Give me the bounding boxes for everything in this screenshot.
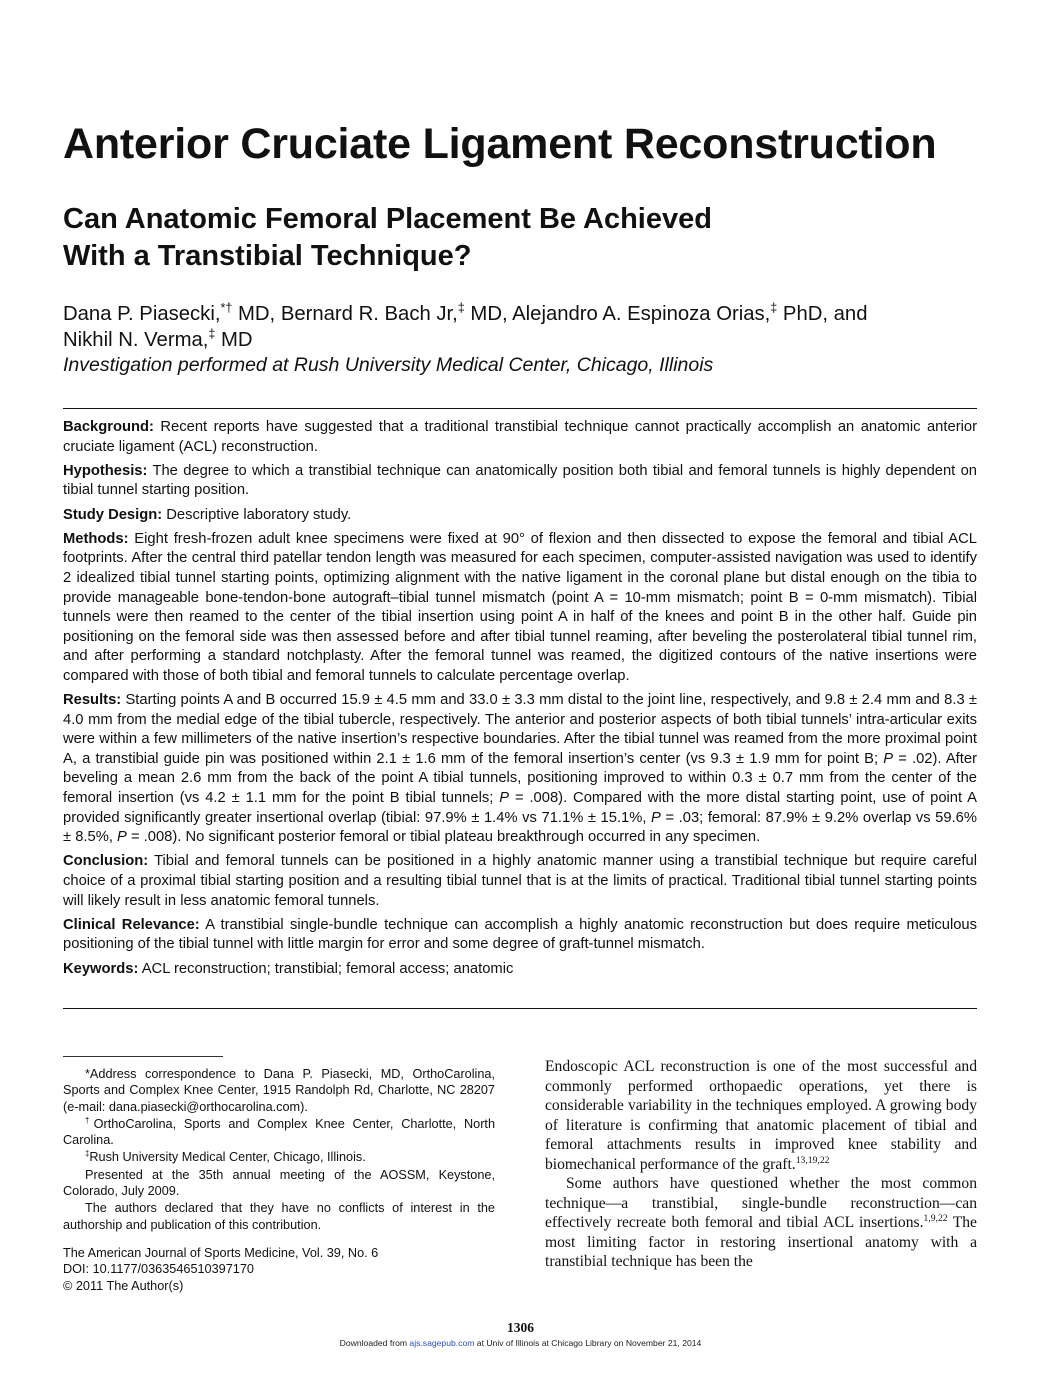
citation-refs: 1,9,22 bbox=[923, 1212, 948, 1224]
download-notice bbox=[0, 1338, 1041, 1348]
paragraph-text: Endoscopic ACL reconstruction is one of the most successful and commonly performed orthopaedic operations, yet there is considerable variability in the techniques employed. A growing body of literature is confirming that anatomic placement of tibial and femoral attachments results in improved knee stability and biomechanical performance of the graft. bbox=[545, 1058, 977, 1173]
footnotes bbox=[63, 1066, 495, 1234]
footnote-rule bbox=[63, 1056, 223, 1057]
footnote-affiliation-2 bbox=[63, 1149, 495, 1165]
footnote-affiliation-1 bbox=[63, 1116, 495, 1149]
author-degree: MD, bbox=[464, 303, 513, 325]
abstract-study-design bbox=[63, 506, 977, 526]
download-link[interactable]: ajs.sagepub.com bbox=[409, 1338, 475, 1348]
author-affiliation-mark: ‡ bbox=[457, 301, 465, 316]
footnote-mark: ‡ bbox=[85, 1149, 90, 1159]
section-text: = .03; femoral: 87.9% ± 9.2% overlap vs 59.6% ± 8.5%, bbox=[63, 809, 977, 846]
author-degree: MD, bbox=[232, 303, 281, 325]
section-text: = .008). Compared with the more distal starting point, use of point A provided significantly greater insertional overlap (tibial: 97.9% ± 1.4% vs 71.1% ± 15.1%, bbox=[63, 790, 978, 826]
section-text: ACL reconstruction; transtibial; femoral access; anatomic bbox=[138, 960, 514, 977]
author-list bbox=[63, 301, 978, 353]
section-text: A transtibial single-bundle technique can accomplish a highly anatomic reconstruction but does require meticulous positioning of the tibial tunnel with little margin for error and some degree of graft-tunnel mismatch. bbox=[63, 916, 978, 953]
section-text: Eight fresh-frozen adult knee specimens were fixed at 90° of flexion and then dissected to expose the femoral and tibial ACL footprints. After the central third patellar tendon length was measured for each specimen, computer-assisted navigation was used to identify 2 idealized tibial tunnel starting points, optimizing alignment with the native ligament in the coronal plane but distal enough on the tibia to provide manageable bone-tendon-bone autograft–tibial tunnel mismatch (point A = 10-mm mismatch; point B = 0-mm mismatch). Tibial tunnels were then reamed to the center of the tibial insertion using point A in half of the knees and point B in the other half. Guide pin positioning on the femoral side was then assessed before and after tibial tunnel reaming, after beveling the posterolateral tibial tunnel rim, and after performing a standard notchplasty. After the femoral tunnel was reamed, the digitized contours of the native insertions were compared with those of both tibial and femoral tunnels to calculate percentage overlap. bbox=[63, 530, 977, 684]
p-value-symbol: P bbox=[651, 809, 661, 826]
section-text: = .02). After beveling a mean 2.6 mm from the back of the point A tibial tunnels, positioning improved to within 0.3 ± 0.7 mm from the center of the femoral insertion (vs 4.2 ± 1.1 mm for the point B tibial tunnels; bbox=[63, 750, 977, 807]
abstract-bottom-rule bbox=[63, 1008, 977, 1009]
download-suffix: at Univ of Illinois at Chicago Library on November 21, 2014 bbox=[474, 1338, 702, 1348]
footnote-presentation: Presented at the 35th annual meeting of the AOSSM, Keystone, Colorado, July 2009. bbox=[63, 1167, 495, 1199]
abstract-top-rule bbox=[63, 408, 977, 409]
section-heading: Hypothesis: bbox=[63, 462, 148, 479]
footnote-text: Rush University Medical Center, Chicago, Illinois. bbox=[89, 1150, 366, 1165]
footnote-mark: † bbox=[85, 1115, 94, 1125]
section-text: The degree to which a transtibial technique can anatomically position both tibial and femoral tunnels is highly dependent on tibial tunnel starting position. bbox=[63, 462, 977, 499]
footnote-text: OrthoCarolina, Sports and Complex Knee Center, Charlotte, North Carolina. bbox=[63, 1116, 495, 1148]
article-title: Anterior Cruciate Ligament Reconstruction bbox=[63, 120, 937, 168]
p-value-symbol: P bbox=[883, 750, 894, 767]
section-heading: Background: bbox=[63, 419, 154, 435]
abstract bbox=[63, 418, 977, 984]
author-degree: MD bbox=[215, 329, 253, 351]
section-heading: Study Design: bbox=[63, 506, 163, 523]
section-text: Recent reports have suggested that a traditional transtibial technique cannot practically accomplish an anatomic anterior cruciate ligament (ACL) reconstruction. bbox=[63, 419, 977, 455]
section-heading: Conclusion: bbox=[63, 853, 149, 870]
p-value-symbol: P bbox=[499, 790, 510, 807]
author-degree: PhD, and bbox=[777, 303, 868, 325]
journal-doi: DOI: 10.1177/0363546510397170 bbox=[63, 1262, 254, 1277]
body-text-column bbox=[545, 1057, 977, 1272]
abstract-conclusion bbox=[63, 852, 977, 911]
author-name: Dana P. Piasecki, bbox=[63, 303, 221, 325]
author-name: Alejandro A. Espinoza Orias, bbox=[512, 303, 771, 325]
footnote-correspondence: *Address correspondence to Dana P. Piasecki, MD, OrthoCarolina, Sports and Complex Knee Center, 1915 Randolph Rd, Charlotte, NC 28207 (e-mail: dana.piasecki@orthocarolina.com). bbox=[63, 1067, 495, 1114]
author-affiliation-mark: *† bbox=[220, 301, 233, 316]
author-name: Bernard R. Bach Jr, bbox=[280, 303, 458, 325]
section-heading: Keywords: bbox=[63, 960, 139, 977]
abstract-results bbox=[63, 691, 977, 848]
section-text: Tibial and femoral tunnels can be positioned in a highly anatomic manner using a transtibial technique but require careful choice of a proximal tibial starting position and a resulting tibial tunnel that is at the limits of practical. Traditional tibial tunnel starting points will likely result in less anatomic femoral tunnels. bbox=[63, 853, 977, 909]
subtitle-line-2: With a Transtibial Technique? bbox=[63, 240, 472, 272]
paragraph-text: Some authors have questioned whether the most common technique—a transtibial, single-bundle reconstruction—can effectively recreate both femoral and tibial ACL insertions. bbox=[545, 1175, 977, 1231]
author-name: Nikhil N. Verma, bbox=[63, 329, 209, 351]
abstract-clinical-relevance bbox=[63, 916, 977, 955]
author-affiliation-mark: ‡ bbox=[208, 327, 216, 342]
citation-refs: 13,19,22 bbox=[795, 1154, 830, 1166]
subtitle-line-1: Can Anatomic Femoral Placement Be Achieved bbox=[63, 203, 712, 235]
section-heading: Clinical Relevance: bbox=[63, 916, 200, 933]
section-text: Starting points A and B occurred 15.9 ± 4.5 mm and 33.0 ± 3.3 mm distal to the joint line, respectively, and 9.8 ± 2.4 mm and 8.3 ± 4.0 mm from the medial edge of the tibial tubercle, respectively. The anterior and posterior aspects of both tibial tunnels’ intra-articular exits were within a few millimeters of the native insertion’s respective boundaries. After the tibial tunnel was reamed from the more proximal point A, a transtibial guide pin was positioned within 2.1 ± 1.6 mm of the femoral insertion’s center (vs 9.3 ± 1.9 mm for point B; bbox=[63, 692, 977, 767]
abstract-background bbox=[63, 418, 977, 457]
section-text: = .008). No significant posterior femoral or tibial plateau breakthrough occurred in any specimen. bbox=[126, 829, 761, 846]
footnote-conflicts: The authors declared that they have no conflicts of interest in the authorship and publication of this contribution. bbox=[63, 1201, 495, 1232]
section-heading: Results: bbox=[63, 692, 122, 709]
author-affiliation-mark: ‡ bbox=[770, 301, 778, 316]
paragraph-text: The most limiting factor in restoring insertional anatomy with a transtibial technique has been the bbox=[545, 1214, 977, 1270]
section-text: Descriptive laboratory study. bbox=[162, 506, 352, 523]
abstract-hypothesis bbox=[63, 462, 977, 501]
journal-citation: The American Journal of Sports Medicine, Vol. 39, No. 6 bbox=[63, 1246, 379, 1260]
download-prefix: Downloaded from bbox=[339, 1338, 410, 1348]
section-heading: Methods: bbox=[63, 530, 129, 547]
article-subtitle bbox=[63, 201, 923, 275]
journal-copyright: © 2011 The Author(s) bbox=[63, 1278, 184, 1293]
body-paragraph bbox=[545, 1174, 977, 1272]
body-paragraph bbox=[545, 1057, 977, 1174]
journal-info bbox=[63, 1245, 495, 1294]
institution-line: Investigation performed at Rush University Medical Center, Chicago, Illinois bbox=[63, 354, 714, 376]
abstract-keywords bbox=[63, 960, 977, 980]
p-value-symbol: P bbox=[117, 829, 127, 846]
page-number: 1306 bbox=[507, 1320, 534, 1335]
abstract-methods bbox=[63, 530, 977, 687]
